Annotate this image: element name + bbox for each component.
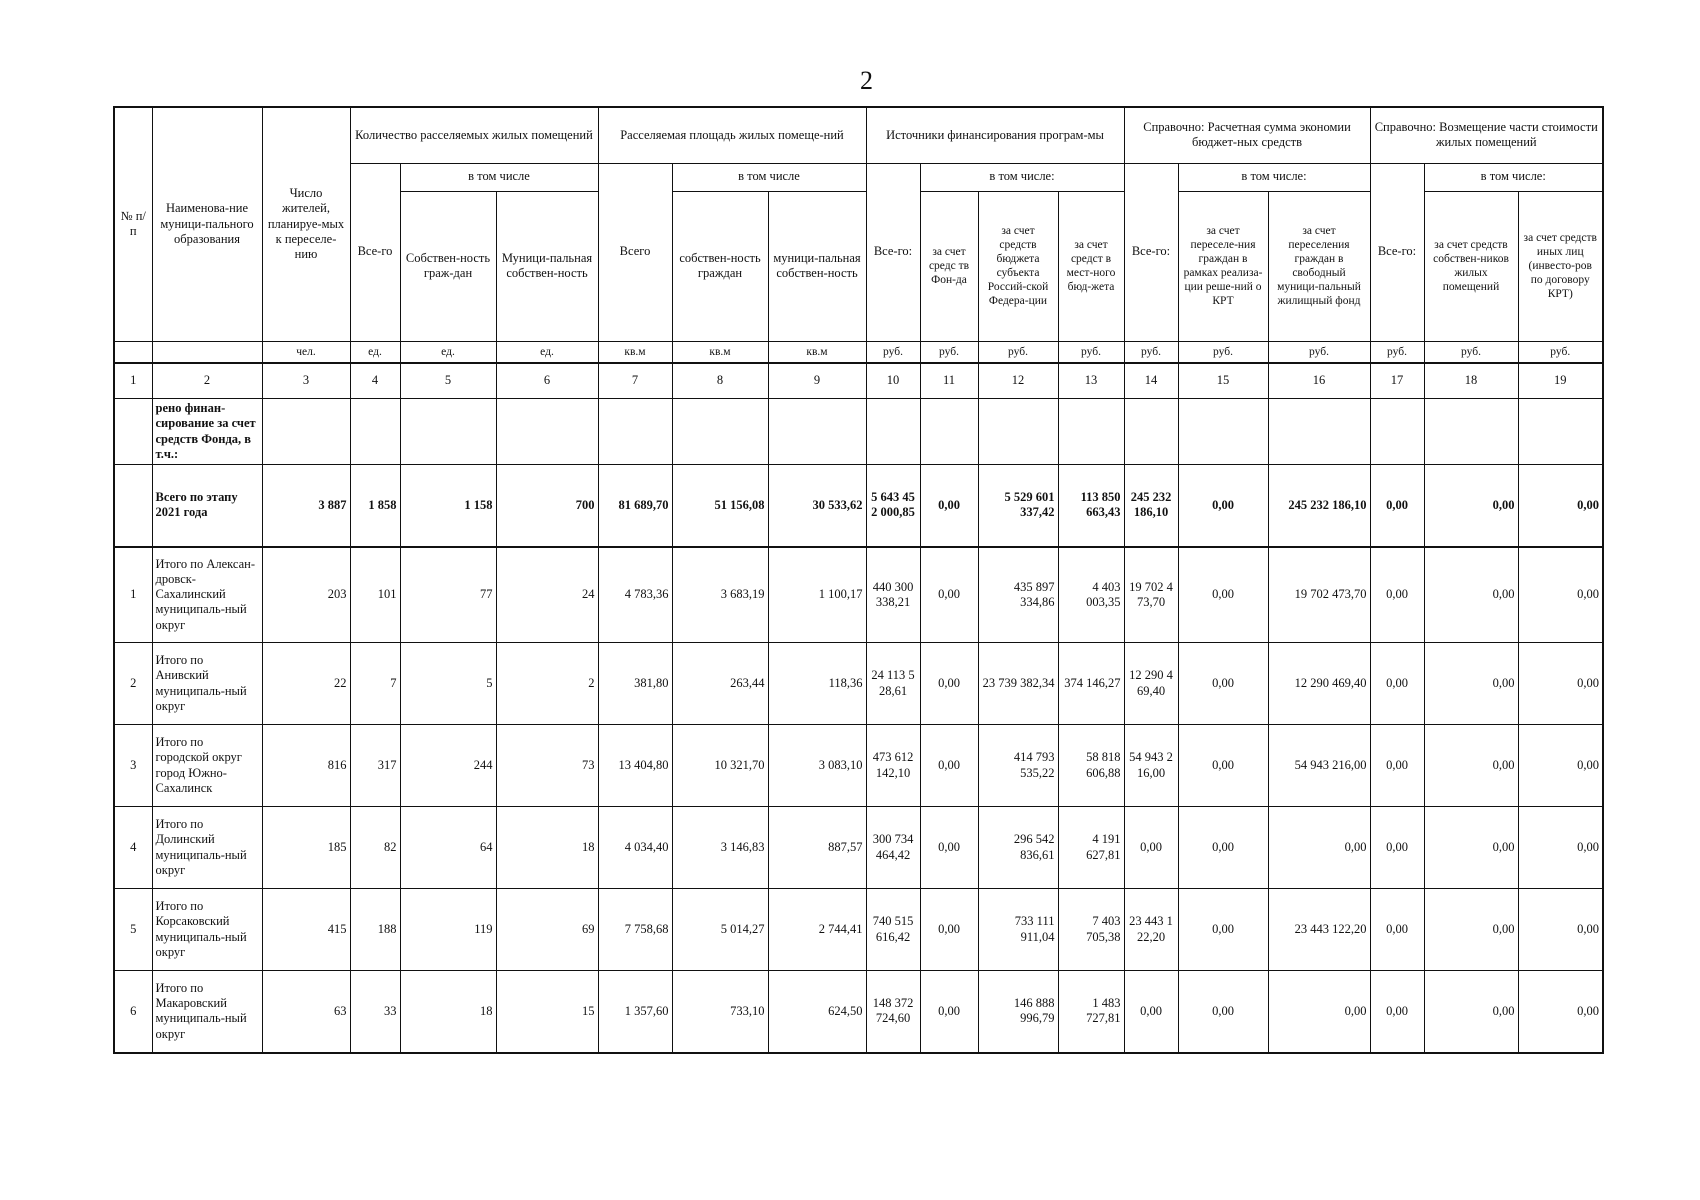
- section-cell: [114, 399, 152, 465]
- value-cell: 19 702 473,70: [1268, 547, 1370, 643]
- total-cell: [114, 465, 152, 547]
- value-cell: 0,00: [920, 807, 978, 889]
- value-cell: 0,00: [1178, 971, 1268, 1053]
- section-cell: [866, 399, 920, 465]
- value-cell: 4 403 003,35: [1058, 547, 1124, 643]
- value-cell: 733 111 911,04: [978, 889, 1058, 971]
- total-value: 0,00: [1424, 465, 1518, 547]
- value-cell: 146 888 996,79: [978, 971, 1058, 1053]
- municipality-name: Итого по Макаровский муниципаль-ный округ: [152, 971, 262, 1053]
- value-cell: 73: [496, 725, 598, 807]
- column-number: 1: [114, 363, 152, 399]
- value-cell: 0,00: [1370, 807, 1424, 889]
- value-cell: 0,00: [1268, 971, 1370, 1053]
- value-cell: 7 758,68: [598, 889, 672, 971]
- value-cell: 300 734 464,42: [866, 807, 920, 889]
- section-cell: [598, 399, 672, 465]
- value-cell: 0,00: [920, 889, 978, 971]
- total-value: 0,00: [1178, 465, 1268, 547]
- value-cell: 7 403 705,38: [1058, 889, 1124, 971]
- value-cell: 4 034,40: [598, 807, 672, 889]
- header-sav-incl: в том числе:: [1178, 163, 1370, 191]
- value-cell: 7: [350, 643, 400, 725]
- total-value: 0,00: [1518, 465, 1603, 547]
- value-cell: 0,00: [1370, 643, 1424, 725]
- value-cell: 0,00: [1424, 971, 1518, 1053]
- page-number: 2: [860, 66, 873, 95]
- value-cell: 816: [262, 725, 350, 807]
- value-cell: 13 404,80: [598, 725, 672, 807]
- header-comp-incl: в том числе:: [1424, 163, 1603, 191]
- value-cell: 0,00: [1370, 971, 1424, 1053]
- section-cell: [1424, 399, 1518, 465]
- section-cell: [768, 399, 866, 465]
- unit-cell: руб.: [978, 341, 1058, 363]
- value-cell: 22: [262, 643, 350, 725]
- value-cell: 3 683,19: [672, 547, 768, 643]
- value-cell: 0,00: [1518, 547, 1603, 643]
- value-cell: 0,00: [1518, 971, 1603, 1053]
- value-cell: 5: [400, 643, 496, 725]
- unit-cell: руб.: [1370, 341, 1424, 363]
- row-number: 6: [114, 971, 152, 1053]
- header-comp-others: за счет средств иных лиц (инвесто-ров по договору КРТ): [1518, 191, 1603, 341]
- row-number: 1: [114, 547, 152, 643]
- row-number: 5: [114, 889, 152, 971]
- table-row: [114, 807, 1603, 889]
- column-number: 14: [1124, 363, 1178, 399]
- value-cell: 296 542 836,61: [978, 807, 1058, 889]
- value-cell: 3 083,10: [768, 725, 866, 807]
- section-cell: [920, 399, 978, 465]
- value-cell: 2: [496, 643, 598, 725]
- column-number: 4: [350, 363, 400, 399]
- value-cell: 0,00: [1370, 725, 1424, 807]
- value-cell: 0,00: [1424, 725, 1518, 807]
- unit-cell: кв.м: [598, 341, 672, 363]
- column-number: 5: [400, 363, 496, 399]
- value-cell: 1 483 727,81: [1058, 971, 1124, 1053]
- value-cell: 148 372 724,60: [866, 971, 920, 1053]
- value-cell: 244: [400, 725, 496, 807]
- header-comp-owners: за счет средств собствен-ников жилых помещений: [1424, 191, 1518, 341]
- table-row: [114, 889, 1603, 971]
- header-sav-free: за счет переселения граждан в свободный муници-пальный жилищный фонд: [1268, 191, 1370, 341]
- value-cell: 733,10: [672, 971, 768, 1053]
- value-cell: 12 290 469,40: [1124, 643, 1178, 725]
- header-area-municipal: муници-пальная собствен-ность: [768, 191, 866, 341]
- header-group-count: Количество расселяемых жилых помещений: [350, 107, 598, 163]
- column-number: 12: [978, 363, 1058, 399]
- total-value: 5 529 601 337,42: [978, 465, 1058, 547]
- value-cell: 624,50: [768, 971, 866, 1053]
- total-value: 245 232 186,10: [1124, 465, 1178, 547]
- value-cell: 69: [496, 889, 598, 971]
- column-number: 17: [1370, 363, 1424, 399]
- value-cell: 0,00: [1178, 547, 1268, 643]
- municipality-rows: [114, 547, 1603, 1053]
- value-cell: 0,00: [1370, 547, 1424, 643]
- total-value: 5 643 452 000,85: [866, 465, 920, 547]
- header-sav-krt: за счет переселе-ния граждан в рамках реализа-ции реше-ний о КРТ: [1178, 191, 1268, 341]
- column-number: 16: [1268, 363, 1370, 399]
- value-cell: 0,00: [1178, 889, 1268, 971]
- resettlement-table: [113, 106, 1604, 1054]
- value-cell: 2 744,41: [768, 889, 866, 971]
- value-cell: 0,00: [1424, 643, 1518, 725]
- section-cell: [672, 399, 768, 465]
- value-cell: 414 793 535,22: [978, 725, 1058, 807]
- unit-cell: руб.: [1424, 341, 1518, 363]
- unit-cell: руб.: [1178, 341, 1268, 363]
- header-fin-local: за счет средст в мест-ного бюд-жета: [1058, 191, 1124, 341]
- value-cell: 23 443 122,20: [1124, 889, 1178, 971]
- municipality-name: Итого по Алексан-дровск-Сахалинский муниципаль-ный округ: [152, 547, 262, 643]
- total-value: 1 158: [400, 465, 496, 547]
- column-number: 2: [152, 363, 262, 399]
- header-name: Наименова-ние муници-пального образования: [152, 107, 262, 341]
- column-number: 10: [866, 363, 920, 399]
- section-row: [114, 399, 1603, 465]
- header-no: № п/п: [114, 107, 152, 341]
- row-number: 4: [114, 807, 152, 889]
- section-cell: [350, 399, 400, 465]
- section-cell: [1124, 399, 1178, 465]
- column-number: 9: [768, 363, 866, 399]
- value-cell: 381,80: [598, 643, 672, 725]
- column-number: 6: [496, 363, 598, 399]
- municipality-name: Итого по Анивский муниципаль-ный округ: [152, 643, 262, 725]
- table-row: [114, 643, 1603, 725]
- section-cell: [1268, 399, 1370, 465]
- value-cell: 119: [400, 889, 496, 971]
- header-fin-subject: за счет средств бюджета субъекта Россий-ской Федера-ции: [978, 191, 1058, 341]
- value-cell: 0,00: [1518, 807, 1603, 889]
- value-cell: 18: [496, 807, 598, 889]
- value-cell: 58 818 606,88: [1058, 725, 1124, 807]
- section-cell: [496, 399, 598, 465]
- units-row: [114, 341, 1603, 363]
- column-number: 11: [920, 363, 978, 399]
- section-cell: [1058, 399, 1124, 465]
- value-cell: 203: [262, 547, 350, 643]
- unit-cell: [152, 341, 262, 363]
- unit-cell: кв.м: [768, 341, 866, 363]
- unit-cell: ед.: [496, 341, 598, 363]
- header-sav-total: Все-го:: [1124, 163, 1178, 341]
- unit-cell: [114, 341, 152, 363]
- value-cell: 0,00: [1518, 725, 1603, 807]
- value-cell: 0,00: [920, 725, 978, 807]
- value-cell: 24: [496, 547, 598, 643]
- total-value: 3 887: [262, 465, 350, 547]
- table-row: [114, 547, 1603, 643]
- value-cell: 24 113 528,61: [866, 643, 920, 725]
- value-cell: 15: [496, 971, 598, 1053]
- table-row: [114, 725, 1603, 807]
- value-cell: 10 321,70: [672, 725, 768, 807]
- value-cell: 0,00: [920, 547, 978, 643]
- value-cell: 0,00: [1518, 643, 1603, 725]
- unit-cell: кв.м: [672, 341, 768, 363]
- value-cell: 0,00: [1268, 807, 1370, 889]
- header-comp-total: Все-го:: [1370, 163, 1424, 341]
- value-cell: 64: [400, 807, 496, 889]
- header-area-total: Всего: [598, 163, 672, 341]
- section-cell: [400, 399, 496, 465]
- column-number-row: [114, 363, 1603, 399]
- section-cell: [1518, 399, 1603, 465]
- value-cell: 23 443 122,20: [1268, 889, 1370, 971]
- header-group-area: Расселяемая площадь жилых помеще-ний: [598, 107, 866, 163]
- header-residents: Число жителей, планируе-мых к переселе-нию: [262, 107, 350, 341]
- header-count-private: Собствен-ность граж-дан: [400, 191, 496, 341]
- unit-cell: чел.: [262, 341, 350, 363]
- unit-cell: руб.: [866, 341, 920, 363]
- section-cell: [1370, 399, 1424, 465]
- value-cell: 188: [350, 889, 400, 971]
- section-cell: [1178, 399, 1268, 465]
- value-cell: 82: [350, 807, 400, 889]
- unit-cell: ед.: [400, 341, 496, 363]
- value-cell: 101: [350, 547, 400, 643]
- value-cell: 0,00: [920, 643, 978, 725]
- column-number: 15: [1178, 363, 1268, 399]
- value-cell: 440 300 338,21: [866, 547, 920, 643]
- row-number: 2: [114, 643, 152, 725]
- total-value: 81 689,70: [598, 465, 672, 547]
- municipality-name: Итого по городской округ город Южно-Сахалинск: [152, 725, 262, 807]
- municipality-name: Итого по Долинский муниципаль-ный округ: [152, 807, 262, 889]
- unit-cell: руб.: [920, 341, 978, 363]
- value-cell: 435 897 334,86: [978, 547, 1058, 643]
- header-group-finance: Источники финансирования програм-мы: [866, 107, 1124, 163]
- row-number: 3: [114, 725, 152, 807]
- total-value: 30 533,62: [768, 465, 866, 547]
- section-cell: [262, 399, 350, 465]
- value-cell: 1 100,17: [768, 547, 866, 643]
- header-count-municipal: Муници-пальная собствен-ность: [496, 191, 598, 341]
- municipality-name: Итого по Корсаковский муниципаль-ный округ: [152, 889, 262, 971]
- value-cell: 0,00: [1178, 725, 1268, 807]
- value-cell: 19 702 473,70: [1124, 547, 1178, 643]
- value-cell: 5 014,27: [672, 889, 768, 971]
- total-row: [114, 465, 1603, 547]
- value-cell: 18: [400, 971, 496, 1053]
- unit-cell: ед.: [350, 341, 400, 363]
- header-fin-total: Все-го:: [866, 163, 920, 341]
- table-body: [114, 363, 1603, 547]
- value-cell: 0,00: [1178, 807, 1268, 889]
- header-fin-incl: в том числе:: [920, 163, 1124, 191]
- header-fin-fund: за счет средс тв Фон-да: [920, 191, 978, 341]
- value-cell: 54 943 216,00: [1124, 725, 1178, 807]
- column-number: 3: [262, 363, 350, 399]
- total-value: 245 232 186,10: [1268, 465, 1370, 547]
- total-value: 51 156,08: [672, 465, 768, 547]
- value-cell: 263,44: [672, 643, 768, 725]
- value-cell: 54 943 216,00: [1268, 725, 1370, 807]
- column-number: 13: [1058, 363, 1124, 399]
- value-cell: 77: [400, 547, 496, 643]
- value-cell: 3 146,83: [672, 807, 768, 889]
- value-cell: 118,36: [768, 643, 866, 725]
- value-cell: 0,00: [1178, 643, 1268, 725]
- value-cell: 185: [262, 807, 350, 889]
- total-value: 113 850 663,43: [1058, 465, 1124, 547]
- unit-cell: руб.: [1124, 341, 1178, 363]
- table-header: [114, 107, 1603, 363]
- value-cell: 0,00: [1424, 889, 1518, 971]
- total-name: Всего по этапу 2021 года: [152, 465, 262, 547]
- header-group-compensation: Справочно: Возмещение части стоимости жилых помещений: [1370, 107, 1603, 163]
- total-value: 0,00: [1370, 465, 1424, 547]
- value-cell: 0,00: [1370, 889, 1424, 971]
- total-value: 700: [496, 465, 598, 547]
- header-area-private: собствен-ность граждан: [672, 191, 768, 341]
- column-number: 19: [1518, 363, 1603, 399]
- column-number: 8: [672, 363, 768, 399]
- unit-cell: руб.: [1268, 341, 1370, 363]
- value-cell: 23 739 382,34: [978, 643, 1058, 725]
- total-value: 1 858: [350, 465, 400, 547]
- value-cell: 4 191 627,81: [1058, 807, 1124, 889]
- value-cell: 0,00: [1124, 807, 1178, 889]
- total-value: 0,00: [920, 465, 978, 547]
- column-number: 18: [1424, 363, 1518, 399]
- column-number: 7: [598, 363, 672, 399]
- value-cell: 4 783,36: [598, 547, 672, 643]
- value-cell: 0,00: [1124, 971, 1178, 1053]
- value-cell: 63: [262, 971, 350, 1053]
- unit-cell: руб.: [1518, 341, 1603, 363]
- value-cell: 473 612 142,10: [866, 725, 920, 807]
- value-cell: 415: [262, 889, 350, 971]
- header-count-total: Все-го: [350, 163, 400, 341]
- value-cell: 0,00: [1424, 547, 1518, 643]
- value-cell: 1 357,60: [598, 971, 672, 1053]
- section-name: рено финан-сирование за счет средств Фонда, в т.ч.:: [152, 399, 262, 465]
- table-row: [114, 971, 1603, 1053]
- value-cell: 0,00: [1518, 889, 1603, 971]
- value-cell: 374 146,27: [1058, 643, 1124, 725]
- section-cell: [978, 399, 1058, 465]
- value-cell: 740 515 616,42: [866, 889, 920, 971]
- unit-cell: руб.: [1058, 341, 1124, 363]
- value-cell: 317: [350, 725, 400, 807]
- value-cell: 33: [350, 971, 400, 1053]
- header-group-savings: Справочно: Расчетная сумма экономии бюджет-ных средств: [1124, 107, 1370, 163]
- value-cell: 887,57: [768, 807, 866, 889]
- header-count-incl: в том числе: [400, 163, 598, 191]
- value-cell: 0,00: [920, 971, 978, 1053]
- value-cell: 0,00: [1424, 807, 1518, 889]
- header-area-incl: в том числе: [672, 163, 866, 191]
- value-cell: 12 290 469,40: [1268, 643, 1370, 725]
